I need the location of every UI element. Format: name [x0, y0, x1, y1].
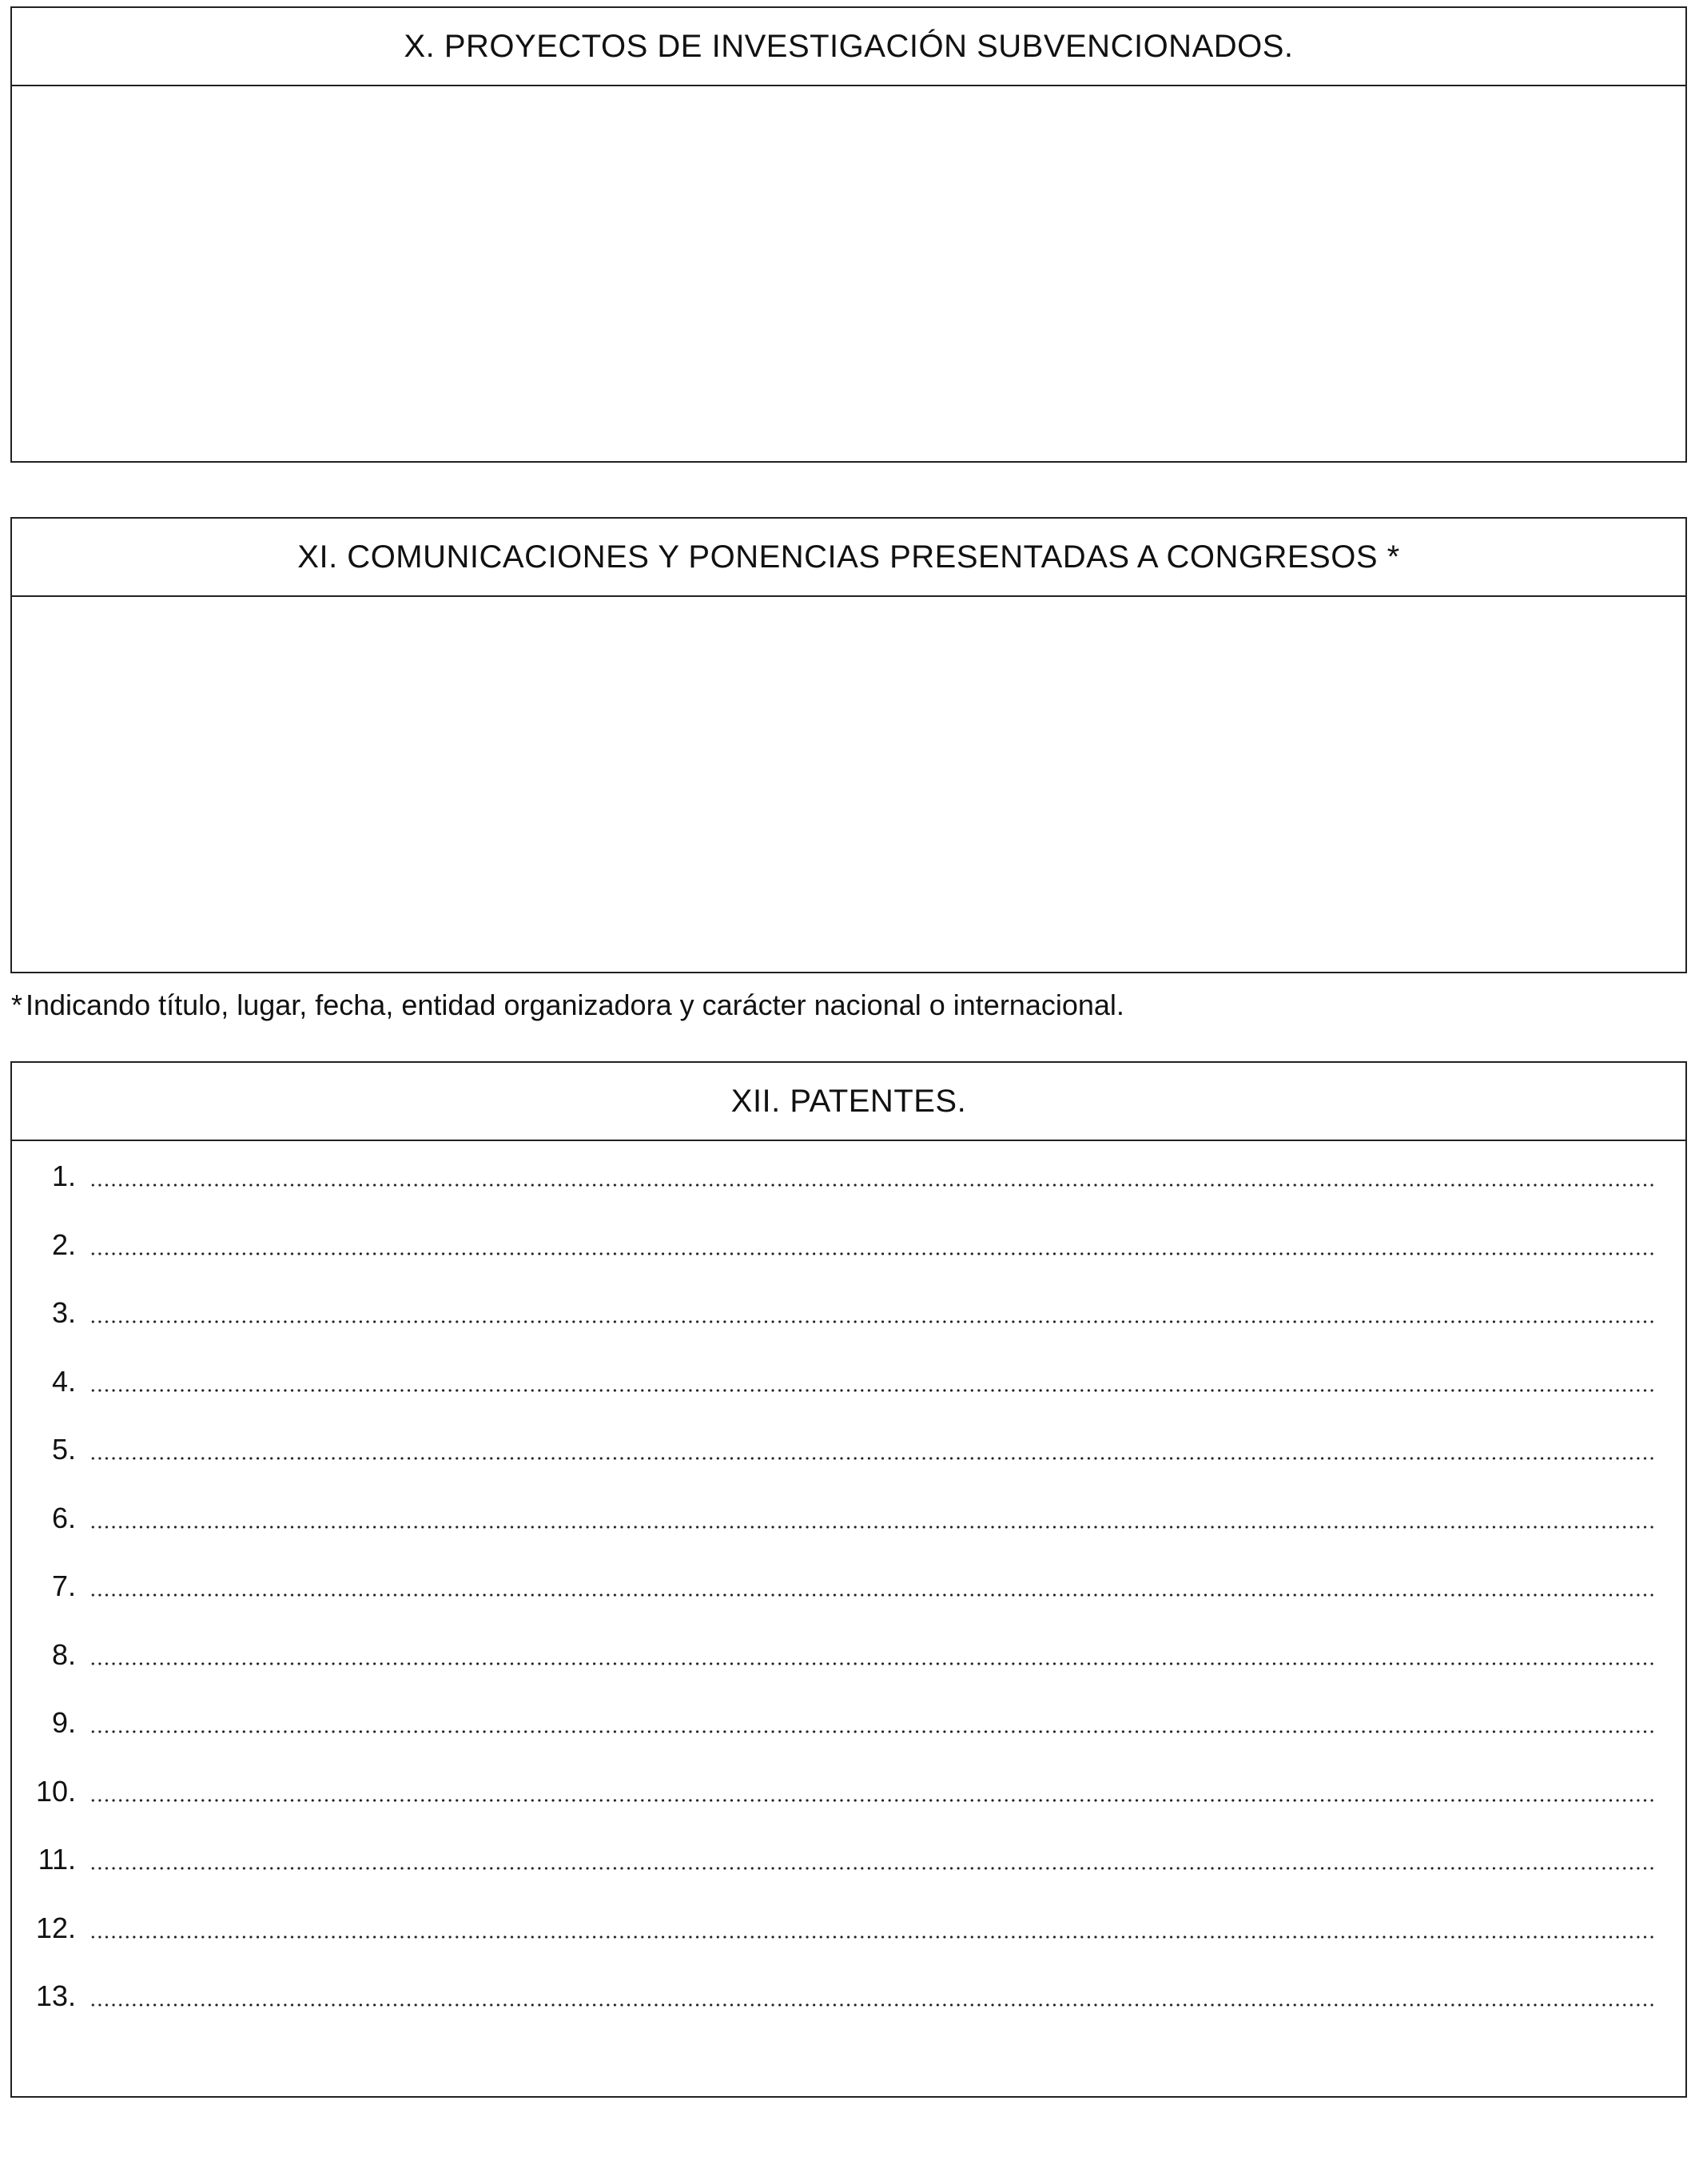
patent-dotted-line[interactable]: [90, 1799, 1656, 1802]
patent-line-number: 5.: [51, 1433, 76, 1466]
footnote-text: Indicando título, lugar, fecha, entidad organizadora y carácter nacional o internacional.: [26, 989, 1124, 1021]
patent-line-row[interactable]: [12, 1566, 1685, 1606]
patent-line-row[interactable]: [12, 1635, 1685, 1675]
patent-line-row[interactable]: [12, 1225, 1685, 1265]
patent-dotted-line[interactable]: [90, 1662, 1656, 1665]
patent-dotted-line[interactable]: [90, 1935, 1656, 1939]
patent-dotted-line[interactable]: [90, 1867, 1656, 1870]
section-x-box: [10, 6, 1687, 463]
section-xi-footnote: [11, 985, 1124, 1025]
patent-line-number: 10.: [35, 1774, 76, 1808]
patent-line-number: 8.: [51, 1637, 76, 1671]
patent-line-row[interactable]: [12, 1430, 1685, 1470]
patent-line-number: 4.: [51, 1364, 76, 1398]
patent-dotted-line[interactable]: [90, 1252, 1656, 1255]
patent-dotted-line[interactable]: [90, 1730, 1656, 1733]
patent-line-number: 7.: [51, 1569, 76, 1602]
patent-line-row[interactable]: [12, 1772, 1685, 1812]
patent-line-number: 2.: [51, 1227, 76, 1261]
patent-line-row[interactable]: [12, 1156, 1685, 1196]
patent-line-row[interactable]: [12, 1498, 1685, 1538]
patent-line-number: 3.: [51, 1296, 76, 1329]
patent-line-number: 13.: [35, 1979, 76, 2012]
patent-line-number: 12.: [35, 1911, 76, 1944]
patent-dotted-line[interactable]: [90, 1457, 1656, 1460]
patent-dotted-line[interactable]: [90, 1526, 1656, 1529]
patent-line-number: 11.: [38, 1843, 76, 1876]
patent-dotted-line[interactable]: [90, 1183, 1656, 1187]
section-xii-title: XII. PATENTES.: [12, 1063, 1685, 1141]
patent-line-row[interactable]: [12, 1362, 1685, 1402]
patent-line-row[interactable]: [12, 1703, 1685, 1743]
patent-line-row[interactable]: [12, 1293, 1685, 1333]
patent-dotted-line[interactable]: [90, 1593, 1656, 1597]
footnote-marker: *: [11, 989, 23, 1021]
patent-line-number: 1.: [51, 1160, 76, 1192]
patent-line-row[interactable]: [12, 1908, 1685, 1948]
section-xii-box: [10, 1061, 1687, 2098]
patent-line-number: 6.: [51, 1501, 76, 1534]
patent-dotted-line[interactable]: [90, 1389, 1656, 1392]
patent-line-row[interactable]: [12, 1840, 1685, 1880]
section-xi-box: [10, 517, 1687, 973]
patent-line-number: 9.: [51, 1706, 76, 1739]
section-x-title: X. PROYECTOS DE INVESTIGACIÓN SUBVENCIONADOS.: [12, 8, 1685, 86]
patent-dotted-line[interactable]: [90, 1320, 1656, 1323]
section-xi-title: XI. COMUNICACIONES Y PONENCIAS PRESENTADAS A CONGRESOS *: [12, 519, 1685, 597]
patent-dotted-line[interactable]: [90, 2003, 1656, 2007]
patent-line-row[interactable]: [12, 1976, 1685, 2016]
